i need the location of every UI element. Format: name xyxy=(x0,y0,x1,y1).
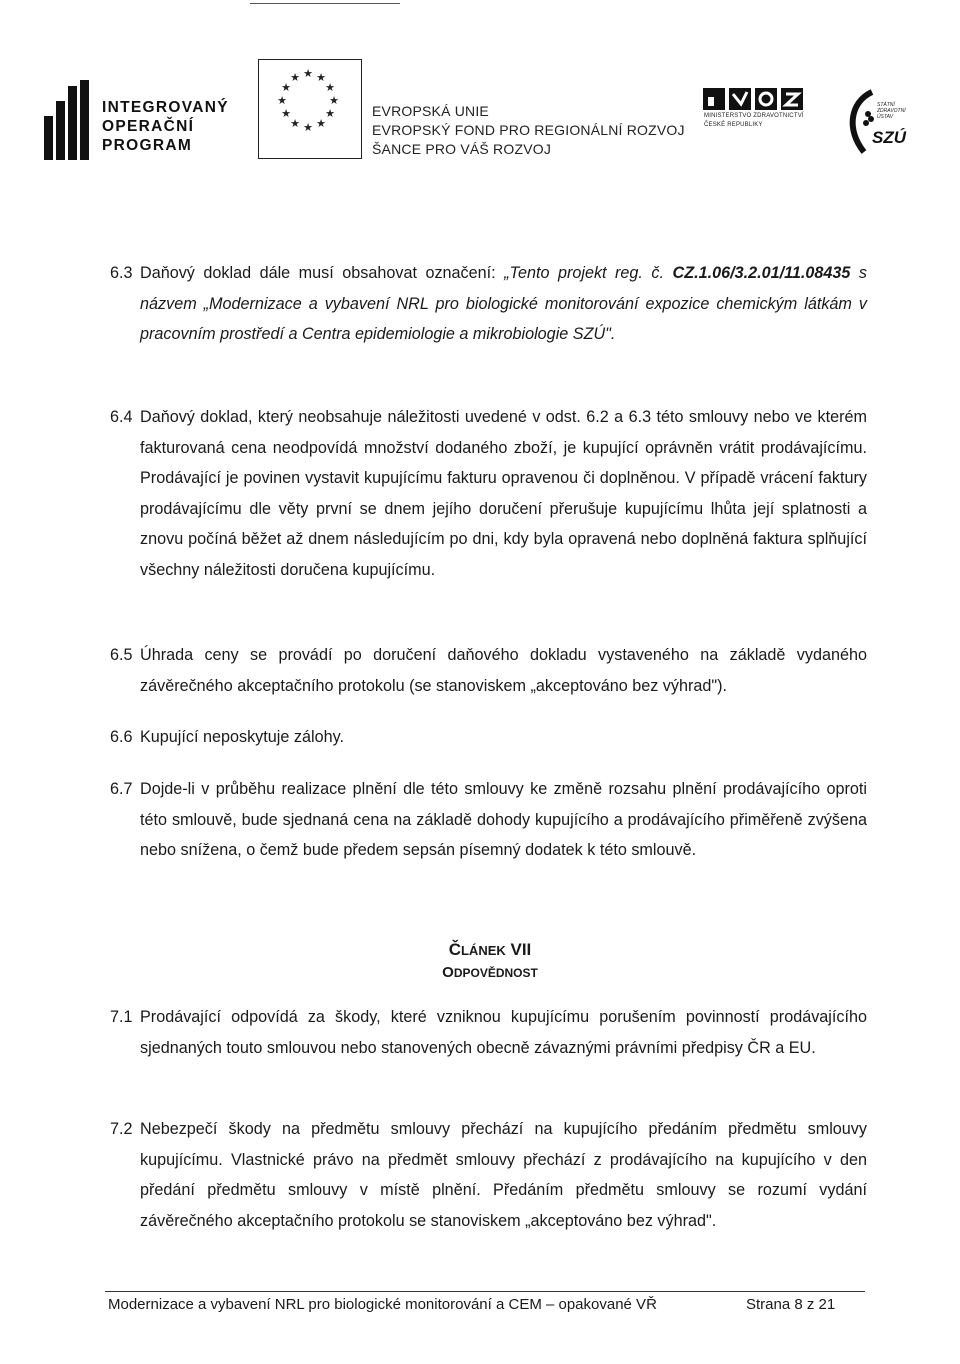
svg-text:★: ★ xyxy=(277,94,287,107)
svg-text:★: ★ xyxy=(303,67,313,80)
eu-flag xyxy=(258,59,362,159)
paragraph-text: Úhrada ceny se provádí po doručení daňového dokladu vystaveného na základě vydaného závěrečného akceptačního protokolu (se stanoviskem „akceptováno bez výhrad"). xyxy=(140,646,867,695)
svg-text:★: ★ xyxy=(281,107,291,120)
paragraph-text: Prodávající odpovídá za škody, které vzniknou kupujícímu porušením povinností prodávajícího sjednaných touto smlouvou nebo stanovených obecně závaznými právními předpisy ČR a EU. xyxy=(140,1008,867,1057)
svg-text:★: ★ xyxy=(316,117,326,130)
paragraph-number: 6.3 xyxy=(110,264,133,282)
paragraph-text: Kupující neposkytuje zálohy. xyxy=(140,728,344,746)
paragraph-number: 6.6 xyxy=(110,728,133,746)
paragraph-number: 7.1 xyxy=(110,1008,133,1026)
article-subtitle: ODPOVĚDNOST xyxy=(442,964,538,981)
svg-text:★: ★ xyxy=(329,94,339,107)
paragraph-number: 7.2 xyxy=(110,1120,133,1138)
eu-stars-icon xyxy=(259,60,361,158)
svg-text:★: ★ xyxy=(281,81,291,94)
paragraph-number: 6.4 xyxy=(110,408,133,426)
szu-big-text: SZÚ xyxy=(872,128,906,147)
article-title: ČLÁNEK VII xyxy=(448,940,532,959)
paragraph-number: 6.7 xyxy=(110,780,133,798)
eu-text: EVROPSKÁ UNIE EVROPSKÝ FOND PRO REGIONÁLNÍ ROZVOJ ŠANCE PRO VÁŠ ROZVOJ xyxy=(372,103,685,157)
ministry-text: MINISTERSTVO ZDRAVOTNICTVÍ ČESKÉ REPUBLIKY xyxy=(704,113,804,128)
paragraph-text: Daňový doklad, který neobsahuje náležitosti uvedené v odst. 6.2 a 6.3 této smlouvy nebo ve kterém fakturovaná cena neodpovídá množství dodaného zboží, je kupující oprávněn vrátit prodávajícímu. Prodávající je povinen vystavit kupujícímu fakturu opravenou či doplněnou. V případě vrácení faktury prodávajícímu dle věty první se dnem jejího doručení přerušuje kupujícímu lhůta její splatnosti a znovu počíná běžet až dnem následujícím po dni, kdy byla opravená nebo doplněná faktura splňující všechny náležitosti doručena kupujícímu. xyxy=(140,408,867,579)
svg-text:★: ★ xyxy=(325,81,335,94)
paragraph-text: Daňový doklad dále musí obsahovat označení: „Tento projekt reg. č. CZ.1.06/3.2.01/11.08435 s názvem „Modernizace a vybavení NRL pro biologické monitorování expozice chemickým látkám v pracovním prostředí a Centra epidemiologie a mikrobiologie SZÚ". xyxy=(140,264,868,343)
footer-title: Modernizace a vybavení NRL pro biologické monitorování a CEM – opakované VŘ xyxy=(108,1296,657,1313)
svg-text:★: ★ xyxy=(316,71,326,84)
paragraph-text: Nebezpečí škody na předmětu smlouvy přechází na kupujícího předáním předmětu smlouvy kupujícímu. Vlastnické právo na předmět smlouvy přechází z prodávajícího na kupujícího v den předání předmětu smlouvy v místě plnění. Předáním předmětu smlouvy se rozumí vydání závěrečného akceptačního protokolu se stanoviskem „akceptováno bez výhrad". xyxy=(140,1120,867,1230)
footer-divider xyxy=(105,1291,865,1292)
svg-text:★: ★ xyxy=(290,71,300,84)
iop-wordmark: INTEGROVANÝ OPERAČNÍ PROGRAM xyxy=(102,99,229,154)
szu-logo xyxy=(842,88,912,163)
svg-text:★: ★ xyxy=(325,107,335,120)
paragraph-number: 6.5 xyxy=(110,646,133,664)
page-header xyxy=(0,0,960,200)
svg-text:★: ★ xyxy=(290,117,300,130)
ministry-logo-icon xyxy=(703,84,823,112)
szu-small-text: STÁTNÍ ZDRAVOTNÍ ÚSTAV xyxy=(877,102,906,120)
svg-text:★: ★ xyxy=(303,121,313,134)
paragraph-text: Dojde-li v průběhu realizace plnění dle této smlouvy ke změně rozsahu plnění prodávajícího oproti této smlouvě, bude sjednaná cena na základě dohody kupujícího a prodávajícího přiměřeně zvýšena nebo snížena, o čemž bude předem sepsán písemný dodatek k této smlouvě. xyxy=(140,780,867,859)
page-number: Strana 8 z 21 xyxy=(746,1296,836,1313)
